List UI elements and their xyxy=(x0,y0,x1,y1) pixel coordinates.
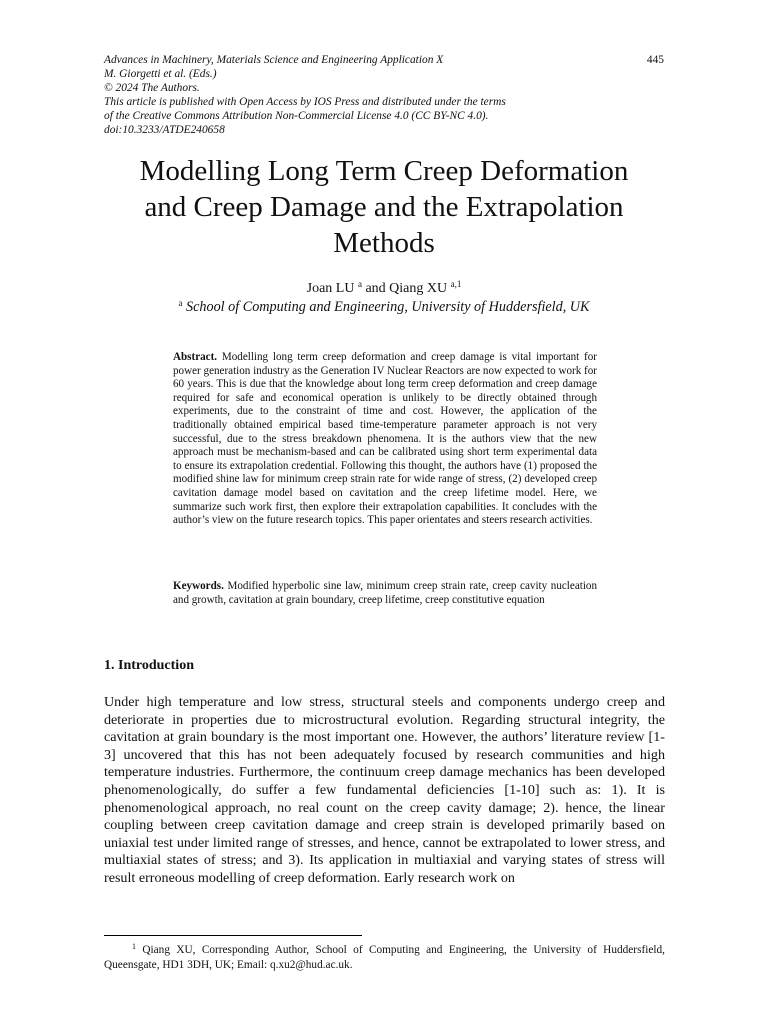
section-heading-introduction: 1. Introduction xyxy=(104,658,194,673)
publication-header xyxy=(104,53,664,137)
abstract-label: Abstract. xyxy=(173,351,218,363)
header-line-copyright: © 2024 The Authors. xyxy=(104,82,200,94)
introduction-paragraph: Under high temperature and low stress, structural steels and components undergo creep and deteriorate in properties due to microstructural evolution. Regarding structural integrity, the cavitation at grain boundary is the most important one. However, the authors’ literature review [1-3] uncovered that this has not been adequately focused by research communities and high temperature industries. Furthermore, the continuum creep damage mechanics has been developed phenomenologically, do suffer a few fundamental deficiencies [1-10] such as: 1). It is phenomenological approach, no real count on the creep cavity damage; 2). hence, the linear coupling between creep cavitation damage and creep strain is developed primarily based on uniaxial test under limited range of stresses, and hence, cannot be extrapolated to lower stress, and multiaxial states of stress; and 3). Its application in multiaxial and varying states of stress will result erroneous modelling of creep deformation. Early research work on xyxy=(104,694,665,886)
header-line-editors: M. Giorgetti et al. (Eds.) xyxy=(104,68,217,80)
title-line-1: Modelling Long Term Creep Deformation xyxy=(139,155,629,187)
footnote-marker: 1 xyxy=(132,942,136,951)
footnote-divider xyxy=(104,935,362,936)
affiliation-mark: a xyxy=(178,298,183,308)
abstract-text: Modelling long term creep deformation and creep damage is vital important for power generation industry as the Generation IV Nuclear Reactors are now expected to work for 60 years. This is due that the knowledge about long term creep deformation and creep damage required for safe and economical operation is unlikely to be directly obtained through experiments, due to the constraint of time and cost. However, the application of the traditionally obtained empirical based time-temperature parameter approach is not very successful, due to the stress breakdown phenomena. It is the authors view that the new approach must be mechanism-based and can be calibrated using short term experimental data to ensure its extrapolation credential. Following this thought, the authors have (1) proposed the modified shine law for minimum creep strain rate for wide range of stress, (2) developed creep cavitation damage model based on cavitation and the creep lifetime model. Here, we summarize such work first, then explore their extrapolation capabilities. It concludes with the author’s view on the future research topics. This paper orientates and steers research activities. xyxy=(173,351,597,527)
author-2-affiliation-mark: a,1 xyxy=(450,279,462,289)
header-line-journal: Advances in Machinery, Materials Science and Engineering Application X xyxy=(104,54,444,66)
author-1-affiliation-mark: a xyxy=(357,279,362,289)
page-number: 445 xyxy=(646,54,664,66)
header-line-doi: doi:10.3233/ATDE240658 xyxy=(104,124,225,136)
keywords xyxy=(173,580,597,607)
keywords-text: Modified hyperbolic sine law, minimum creep strain rate, creep cavity nucleation and growth, cavitation at grain boundary, creep lifetime, creep constitutive equation xyxy=(173,580,597,606)
affiliation-text: School of Computing and Engineering, University of Huddersfield, UK xyxy=(186,299,590,315)
title-line-3: Methods xyxy=(333,227,435,259)
author-conjunction: and xyxy=(365,281,386,296)
header-line-license-2: of the Creative Commons Attribution Non-Commercial License 4.0 (CC BY-NC 4.0). xyxy=(104,110,489,122)
footnote-text: Qiang XU, Corresponding Author, School of Computing and Engineering, the University of Huddersfield, Queensgate, HD1 3DH, UK; Email: q.xu2@hud.ac.uk. xyxy=(104,944,665,971)
paper-title xyxy=(84,153,684,261)
header-line-license-1: This article is published with Open Access by IOS Press and distributed under the terms xyxy=(104,96,506,108)
abstract xyxy=(173,351,597,528)
footnote xyxy=(104,943,665,973)
author-line xyxy=(84,280,684,298)
author-2-name: Qiang XU xyxy=(389,281,448,296)
affiliation xyxy=(84,298,684,316)
title-line-2: and Creep Damage and the Extrapolation xyxy=(144,191,624,223)
author-1-name: Joan LU xyxy=(306,281,355,296)
keywords-label: Keywords. xyxy=(173,580,224,592)
